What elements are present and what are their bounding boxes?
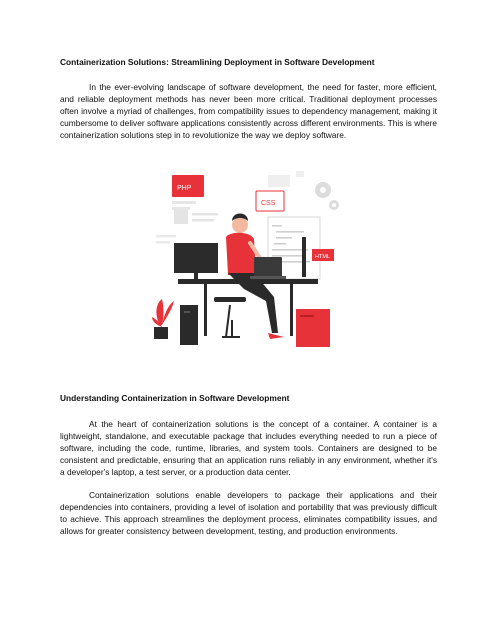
- html-label: HTML: [315, 254, 330, 260]
- plant-icon: [152, 299, 174, 339]
- section-title: Understanding Containerization in Software Development: [60, 393, 290, 403]
- drawer-cabinet: [296, 309, 330, 347]
- text-line-decoration: [156, 235, 176, 238]
- window-decoration: [296, 171, 304, 177]
- intro-paragraph: [60, 81, 437, 141]
- window-decoration: [268, 175, 290, 187]
- side-monitor: [302, 237, 306, 277]
- chair: [222, 305, 240, 337]
- section-title: Containerization Solutions: Streamlining Deployment in Software Development: [60, 57, 375, 67]
- tower-detail: [184, 311, 190, 313]
- gear-icon: [315, 182, 331, 198]
- body-paragraph: [60, 418, 437, 478]
- laptop-base: [250, 276, 286, 279]
- paragraph-text: Containerization solutions enable developers to package their applications and their dependencies into containers, providing a level of isolation and portability that was previously difficult to achieve. This approach streamlines the deployment process, eliminates compatibility issues, and allows for greater consistency between development, testing, and production environments.: [60, 490, 437, 537]
- desk-leg: [204, 284, 207, 336]
- css-label: CSS: [261, 200, 276, 207]
- text-line-decoration: [172, 201, 196, 204]
- developer-illustration: [150, 165, 350, 355]
- paragraph-text: At the heart of containerization solutions is the concept of a container. A container is a lightweight, standalone, and executable package that includes everything needed to run a piece of software, including the code, runtime, libraries, and system tools. Containers are designed to be consistent and predictable, ensuring that an application runs reliably in any environment, whether it's a developer's laptop, a test server, or a production data center.: [60, 419, 437, 478]
- body-paragraph: [60, 489, 437, 537]
- text-line-decoration: [192, 213, 218, 216]
- image-placeholder: [174, 210, 188, 224]
- paragraph-text: In the ever-evolving landscape of software development, the need for faster, more efficient, and reliable deployment methods has never been more critical. Traditional deployment processes often involve a myriad of challenges, from compatibility issues to dependency management, making it cumbersome to deliver software applications consistently across different environments. This is where containerization solutions step in to revolutionize the way we deploy software.: [60, 82, 437, 141]
- php-label: PHP: [177, 185, 192, 192]
- text-line-decoration: [156, 241, 170, 244]
- desk-leg: [290, 284, 293, 336]
- text-line-decoration: [192, 219, 214, 222]
- drawer-handle: [300, 315, 314, 317]
- monitor: [174, 243, 218, 273]
- text-line-decoration: [172, 207, 190, 210]
- laptop: [254, 257, 282, 277]
- monitor-stand: [194, 273, 198, 279]
- gear-icon: [329, 200, 339, 210]
- chair-seat: [214, 297, 246, 302]
